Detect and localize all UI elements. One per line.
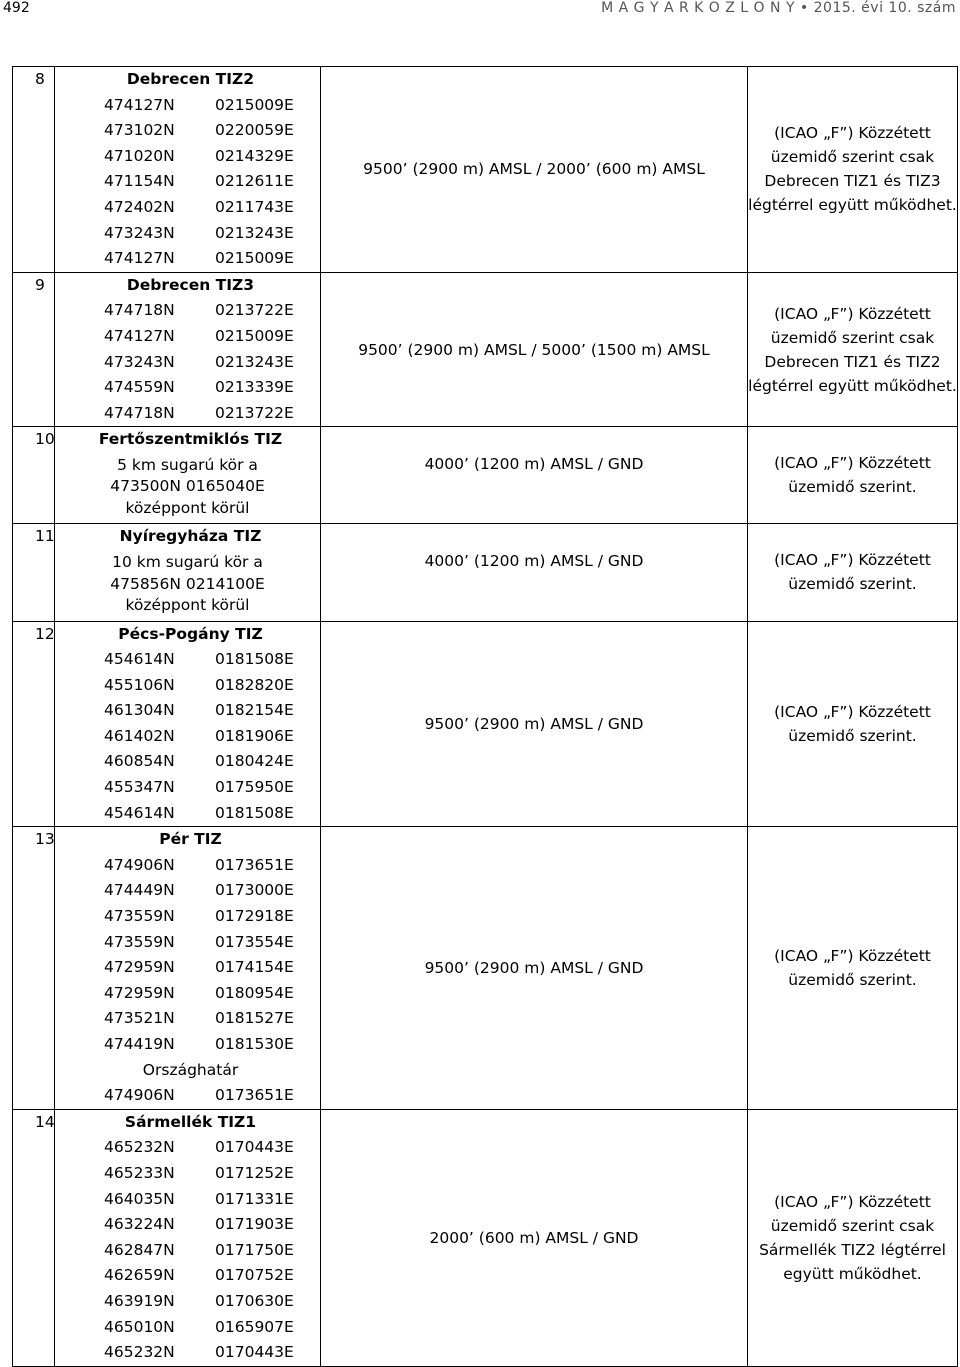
longitude: 0173554E <box>215 932 294 951</box>
zone-cell <box>55 67 321 273</box>
longitude: 0180424E <box>215 752 294 771</box>
coordinate-line <box>55 1238 320 1264</box>
latitude: 472959N <box>104 983 175 1002</box>
longitude: 0214329E <box>215 146 294 165</box>
coordinate-line <box>55 401 320 427</box>
operating-note <box>748 827 958 1110</box>
note-line: Debrecen TIZ1 és TIZ2 <box>764 352 941 371</box>
note-line: üzemidő szerint. <box>788 478 917 497</box>
zone-name: Pér TIZ <box>159 830 222 849</box>
longitude: 0181508E <box>215 650 294 669</box>
longitude: 0181530E <box>215 1035 294 1053</box>
coordinate-line <box>55 221 320 247</box>
latitude: 465232N <box>104 1138 175 1157</box>
latitude: 473559N <box>104 907 175 926</box>
longitude: 0215009E <box>215 249 294 268</box>
latitude: 465010N <box>104 1317 175 1336</box>
coordinate-line <box>55 195 320 221</box>
note-line: Debrecen TIZ1 és TIZ3 <box>764 172 941 191</box>
airspace-table <box>12 66 958 1367</box>
coordinate-line <box>55 1315 320 1341</box>
operating-note <box>748 1109 958 1366</box>
row-number: 8 <box>13 67 55 273</box>
longitude: 0170443E <box>215 1343 294 1362</box>
note-line: (ICAO „F”) Közzétett <box>774 454 931 473</box>
table-row <box>13 272 958 427</box>
latitude: 474906N <box>104 855 175 874</box>
latitude: 460854N <box>104 752 175 771</box>
latitude: 461304N <box>104 701 175 720</box>
coordinate-line <box>55 93 320 119</box>
longitude: 0182820E <box>215 675 294 694</box>
latitude: 465232N <box>104 1343 175 1362</box>
note-line: üzemidő szerint csak <box>770 148 935 167</box>
latitude: 471020N <box>104 146 175 165</box>
note-line: (ICAO „F”) Közzétett <box>774 304 931 323</box>
note-line: (ICAO „F”) Közzétett <box>774 702 931 721</box>
latitude: 473521N <box>104 1009 175 1028</box>
coordinate-line <box>55 749 320 775</box>
latitude: 454614N <box>104 803 175 822</box>
table-row <box>13 1109 958 1366</box>
note-line: üzemidő szerint csak <box>770 328 935 347</box>
operating-note <box>748 427 958 524</box>
coordinate-line <box>55 1263 320 1289</box>
longitude: 0171750E <box>215 1240 294 1259</box>
altitude-limits: 2000’ (600 m) AMSL / GND <box>321 1109 748 1366</box>
coordinate-line <box>55 1340 320 1366</box>
zone-name: Nyíregyháza TIZ <box>119 527 262 546</box>
altitude-limits: 9500’ (2900 m) AMSL / 5000’ (1500 m) AMSL <box>321 272 748 427</box>
altitude-limits: 9500’ (2900 m) AMSL / 2000’ (600 m) AMSL <box>321 67 748 273</box>
longitude: 0173651E <box>215 855 294 874</box>
coordinate-line <box>55 724 320 750</box>
zone-cell <box>55 827 321 1110</box>
zone-name: Pécs-Pogány TIZ <box>118 624 263 643</box>
coordinate-line <box>55 930 320 956</box>
latitude: 462847N <box>104 1240 175 1259</box>
latitude: 461402N <box>104 726 175 745</box>
longitude: 0173651E <box>215 1086 294 1105</box>
latitude: 474718N <box>104 403 175 422</box>
latitude: 463919N <box>104 1291 175 1310</box>
coordinate-line <box>55 1289 320 1315</box>
note-line: üzemidő szerint. <box>788 726 917 745</box>
longitude: 0170630E <box>215 1291 294 1310</box>
border-label: Országhatár <box>142 1060 239 1079</box>
operating-note <box>748 621 958 827</box>
coordinate-line <box>55 673 320 699</box>
coordinate-line <box>55 981 320 1007</box>
coordinate-line <box>55 324 320 350</box>
row-number: 11 <box>13 524 55 621</box>
latitude: 455106N <box>104 675 175 694</box>
coordinate-line <box>55 118 320 144</box>
coordinate-line <box>55 698 320 724</box>
note-line: (ICAO „F”) Közzétett <box>774 947 931 966</box>
longitude: 0213339E <box>215 378 294 397</box>
row-number: 12 <box>13 621 55 827</box>
longitude: 0173000E <box>215 881 294 900</box>
coordinate-line <box>55 1187 320 1213</box>
altitude-limits: 4000’ (1200 m) AMSL / GND <box>321 427 748 524</box>
longitude: 0181508E <box>215 803 294 822</box>
longitude: 0165907E <box>215 1317 294 1336</box>
longitude: 0171331E <box>215 1189 294 1208</box>
coordinate-line <box>55 775 320 801</box>
latitude: 473559N <box>104 932 175 951</box>
journal-title: M A G Y A R K Ö Z L Ö N Y • 2015. évi 10. szám <box>601 0 956 16</box>
longitude: 0213722E <box>215 403 294 422</box>
zone-cell <box>55 272 321 427</box>
zone-name: Debrecen TIZ3 <box>126 275 255 294</box>
note-line: légtérrel együtt működhet. <box>748 196 957 215</box>
latitude: 472959N <box>104 958 175 977</box>
longitude: 0213243E <box>215 352 294 371</box>
altitude-limits: 9500’ (2900 m) AMSL / GND <box>321 621 748 827</box>
coordinate-line <box>55 169 320 195</box>
latitude: 473243N <box>104 223 175 242</box>
row-number: 9 <box>13 272 55 427</box>
longitude: 0170443E <box>215 1138 294 1157</box>
coordinate-line <box>55 144 320 170</box>
latitude: 474718N <box>104 301 175 320</box>
coordinate-line <box>55 1135 320 1161</box>
latitude: 474127N <box>104 95 175 114</box>
coordinate-line <box>55 1006 320 1032</box>
longitude: 0213243E <box>215 223 294 242</box>
note-line: (ICAO „F”) Közzétett <box>774 1192 931 1211</box>
coordinate-line <box>55 853 320 879</box>
table-row <box>13 524 958 621</box>
zone-description: 475856N 0214100E <box>110 574 265 593</box>
zone-description: 10 km sugarú kör a <box>112 553 263 571</box>
row-number: 10 <box>13 427 55 524</box>
latitude: 474127N <box>104 326 175 345</box>
table-row <box>13 67 958 273</box>
longitude: 0181906E <box>215 726 294 745</box>
zone-description: 5 km sugarú kör a <box>117 455 258 474</box>
longitude: 0220059E <box>215 121 294 140</box>
coordinate-line <box>55 955 320 981</box>
longitude: 0212611E <box>215 172 294 191</box>
longitude: 0182154E <box>215 701 294 720</box>
operating-note <box>748 524 958 621</box>
zone-description: középpont körül <box>125 498 250 517</box>
coordinate-line <box>55 1083 320 1109</box>
zone-cell <box>55 524 321 621</box>
coordinate-line <box>55 375 320 401</box>
latitude: 465233N <box>104 1163 175 1182</box>
note-line: légtérrel együtt működhet. <box>748 376 957 395</box>
coordinate-line <box>55 298 320 324</box>
altitude-limits: 9500’ (2900 m) AMSL / GND <box>321 827 748 1110</box>
longitude: 0180954E <box>215 983 294 1002</box>
latitude: 474127N <box>104 249 175 268</box>
coordinate-line <box>55 1212 320 1238</box>
longitude: 0215009E <box>215 95 294 114</box>
latitude: 472402N <box>104 197 175 216</box>
zone-cell <box>55 1109 321 1366</box>
coordinate-line <box>55 647 320 673</box>
operating-note <box>748 67 958 273</box>
latitude: 471154N <box>104 172 175 191</box>
note-line: (ICAO „F”) Közzétett <box>774 124 931 143</box>
latitude: 454614N <box>104 650 175 669</box>
row-number: 14 <box>13 1109 55 1366</box>
latitude: 474449N <box>104 881 175 900</box>
coordinate-line <box>55 1161 320 1187</box>
coordinate-line <box>55 878 320 904</box>
zone-cell <box>55 621 321 827</box>
page-number: 492 <box>3 0 30 16</box>
longitude: 0171252E <box>215 1163 294 1182</box>
longitude: 0171903E <box>215 1215 294 1234</box>
zone-description: középpont körül <box>125 596 250 614</box>
note-line: (ICAO „F”) Közzétett <box>774 551 931 570</box>
latitude: 473243N <box>104 352 175 371</box>
longitude: 0181527E <box>215 1009 294 1028</box>
latitude: 462659N <box>104 1266 175 1285</box>
latitude: 463224N <box>104 1215 175 1234</box>
latitude: 464035N <box>104 1189 175 1208</box>
coordinate-line <box>55 350 320 376</box>
zone-name: Sármellék TIZ1 <box>124 1112 257 1131</box>
row-number: 13 <box>13 827 55 1110</box>
coordinate-line <box>55 246 320 272</box>
note-line: Sármellék TIZ2 légtérrel <box>759 1240 946 1259</box>
zone-name: Fertőszentmiklós TIZ <box>98 430 283 449</box>
coordinate-line <box>55 904 320 930</box>
altitude-limits: 4000’ (1200 m) AMSL / GND <box>321 524 748 621</box>
table-row <box>13 621 958 827</box>
longitude: 0172918E <box>215 907 294 926</box>
page-header <box>0 0 960 24</box>
longitude: 0211743E <box>215 197 294 216</box>
coordinate-line <box>55 1032 320 1058</box>
longitude: 0175950E <box>215 778 294 797</box>
latitude: 455347N <box>104 778 175 797</box>
longitude: 0215009E <box>215 326 294 345</box>
coordinate-line <box>55 801 320 827</box>
table-row <box>13 827 958 1110</box>
latitude: 474559N <box>104 378 175 397</box>
note-line: együtt működhet. <box>783 1264 922 1283</box>
note-line: üzemidő szerint. <box>788 575 917 594</box>
longitude: 0213722E <box>215 301 294 320</box>
zone-cell <box>55 427 321 524</box>
zone-name: Debrecen TIZ2 <box>126 70 255 88</box>
longitude: 0170752E <box>215 1266 294 1285</box>
note-line: üzemidő szerint csak <box>770 1216 935 1235</box>
latitude: 474419N <box>104 1035 175 1053</box>
longitude: 0174154E <box>215 958 294 977</box>
note-line: üzemidő szerint. <box>788 971 917 990</box>
zone-description: 473500N 0165040E <box>110 477 265 496</box>
latitude: 474906N <box>104 1086 175 1105</box>
table-row <box>13 427 958 524</box>
latitude: 473102N <box>104 121 175 140</box>
operating-note <box>748 272 958 427</box>
